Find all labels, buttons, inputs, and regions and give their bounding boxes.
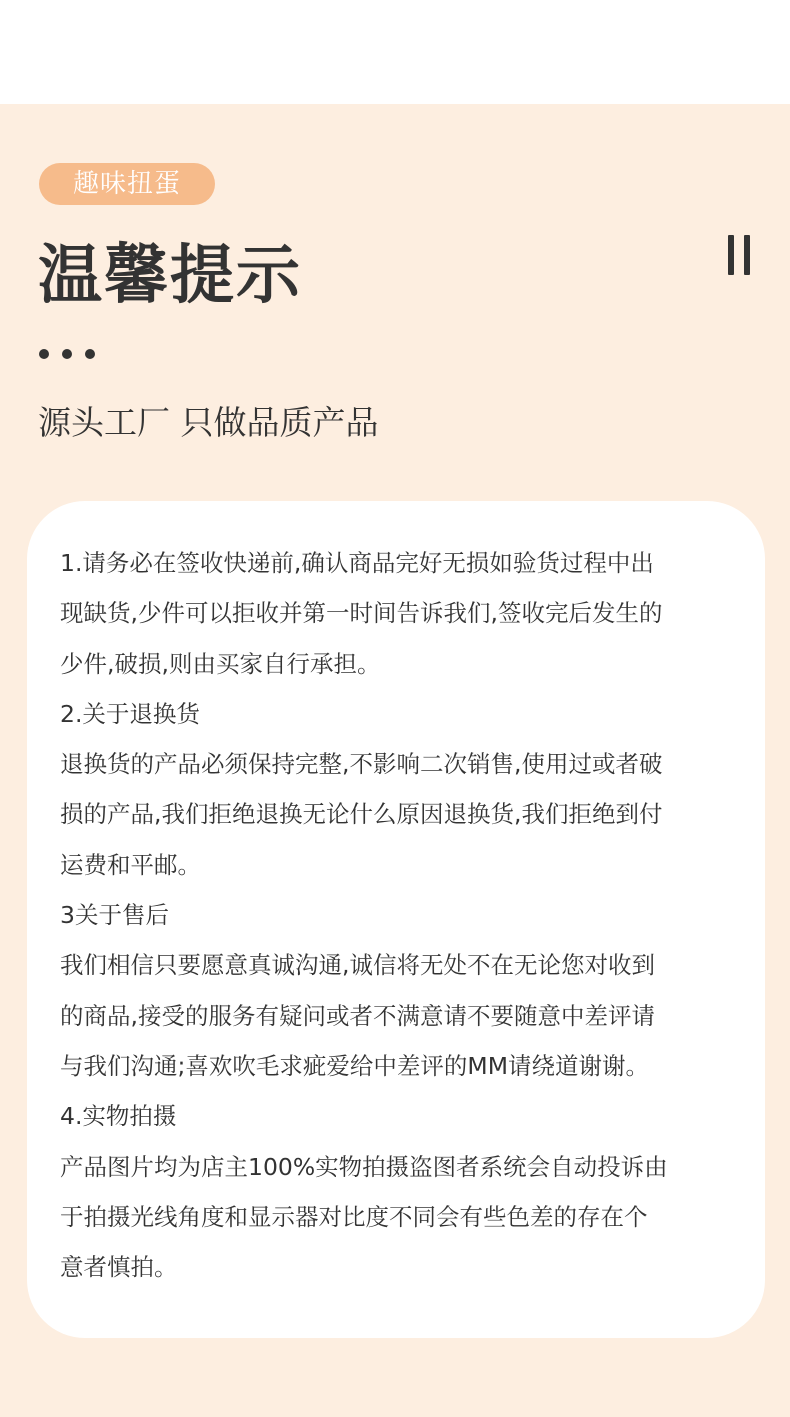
dot [85, 349, 95, 359]
pause-bar-left [728, 235, 734, 275]
notice-line: 意者慎拍。 [60, 1253, 178, 1282]
pause-bar-right [744, 235, 750, 275]
top-blank-strip [0, 0, 790, 104]
dot [39, 349, 49, 359]
dot [62, 349, 72, 359]
notice-line: 于拍摄光线角度和显示器对比度不同会有些色差的存在个 [60, 1202, 648, 1231]
pause-icon [728, 235, 752, 275]
notice-line: 损的产品,我们拒绝退换无论什么原因退换货,我们拒绝到付 [60, 800, 663, 829]
section-heading: 4.实物拍摄 [60, 1102, 177, 1131]
notice-content [60, 538, 728, 1292]
ellipsis-dots-icon [39, 349, 99, 361]
page-subtitle: 源头工厂 只做品质产品 [38, 403, 379, 442]
section-heading: 3关于售后 [60, 901, 169, 930]
notice-line: 1.请务必在签收快递前,确认商品完好无损如验货过程中出 [60, 549, 654, 577]
section-heading: 2.关于退换货 [60, 699, 200, 728]
notice-line: 运费和平邮。 [60, 850, 201, 879]
page-title: 温馨提示 [38, 239, 302, 313]
notice-line: 现缺货,少件可以拒收并第一时间告诉我们,签收完后发生的 [60, 599, 663, 628]
notice-line: 少件,破损,则由买家自行承担。 [60, 649, 381, 678]
notice-line: 产品图片均为店主100%实物拍摄盗图者系统会自动投诉由 [60, 1152, 668, 1181]
notice-line: 与我们沟通;喜欢吹毛求疵爱给中差评的MM请绕道谢谢。 [60, 1051, 649, 1080]
category-tag: 趣味扭蛋 [39, 163, 215, 205]
notice-line: 退换货的产品必须保持完整,不影响二次销售,使用过或者破 [60, 750, 663, 779]
notice-line: 我们相信只要愿意真诚沟通,诚信将无处不在无论您对收到 [60, 951, 655, 980]
notice-line: 的商品,接受的服务有疑问或者不满意请不要随意中差评请 [60, 1001, 655, 1030]
